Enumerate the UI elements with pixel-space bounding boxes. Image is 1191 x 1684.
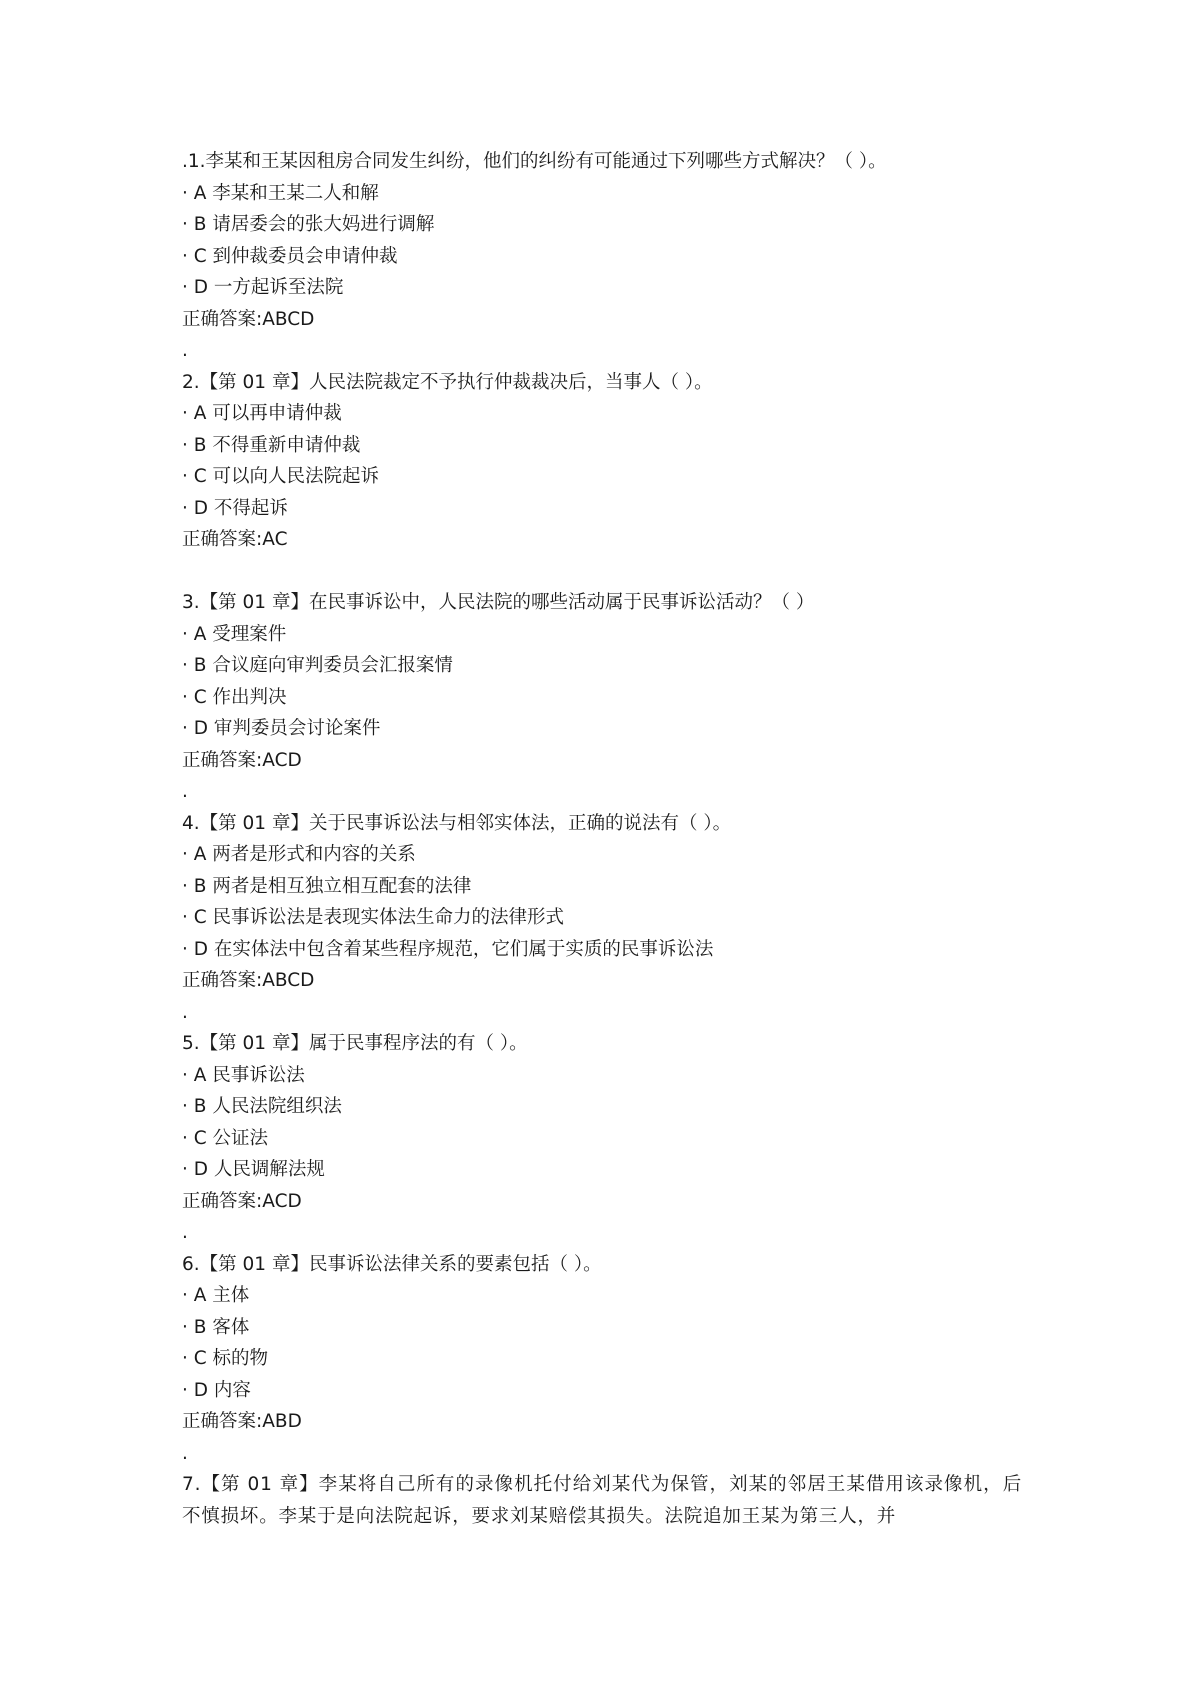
option-c: · C 标的物 [182, 1348, 269, 1369]
option-b: · B 合议庭向审判委员会汇报案情 [182, 655, 453, 676]
separator: . [182, 1442, 188, 1464]
question-2 [182, 367, 1022, 588]
correct-answer: 正确答案:ABD [182, 1411, 302, 1432]
option-a: · A 李某和王某二人和解 [182, 182, 379, 204]
option-a: · A 受理案件 [182, 623, 287, 645]
option-c: · C 公证法 [182, 1127, 269, 1149]
option-c: · C 作出判决 [182, 686, 287, 708]
question-1 [182, 146, 1022, 367]
correct-answer: 正确答案:ACD [182, 749, 302, 771]
separator: . [182, 1001, 188, 1023]
option-b: · B 客体 [182, 1316, 250, 1338]
correct-answer: 正确答案:ABCD [182, 970, 315, 991]
option-d: · D 不得起诉 [182, 497, 288, 519]
option-a: · A 民事诉讼法 [182, 1064, 305, 1086]
option-b: · B 人民法院组织法 [182, 1096, 342, 1117]
option-b: · B 不得重新申请仲裁 [182, 434, 361, 456]
correct-answer: 正确答案:AC [182, 529, 288, 550]
separator: . [182, 781, 188, 802]
option-d: · D 人民调解法规 [182, 1159, 325, 1180]
question-title: 4.【第 01 章】关于民事诉讼法与相邻实体法，正确的说法有（ ）。 [182, 812, 732, 834]
option-a: · A 两者是形式和内容的关系 [182, 844, 416, 865]
question-title: 6.【第 01 章】民事诉讼法律关系的要素包括（ ）。 [182, 1253, 602, 1275]
correct-answer: 正确答案:ACD [182, 1190, 302, 1212]
option-d: · D 一方起诉至法院 [182, 277, 344, 298]
separator: . [182, 340, 188, 361]
option-d: · D 在实体法中包含着某些程序规范，它们属于实质的民事诉讼法 [182, 938, 714, 960]
option-c: · C 到仲裁委员会申请仲裁 [182, 245, 398, 267]
document-page [182, 146, 1022, 1532]
option-d: · D 内容 [182, 1379, 251, 1401]
question-title: 5.【第 01 章】属于民事程序法的有（ ）。 [182, 1033, 528, 1054]
question-title: 3.【第 01 章】在民事诉讼中，人民法院的哪些活动属于民事诉讼活动？（ ） [182, 592, 815, 613]
question-6 [182, 1249, 1022, 1470]
question-7 [182, 1469, 1022, 1532]
question-title: 2.【第 01 章】人民法院裁定不予执行仲裁裁决后，当事人（ ）。 [182, 371, 713, 393]
question-5 [182, 1028, 1022, 1249]
question-4 [182, 808, 1022, 1029]
option-a: · A 主体 [182, 1285, 250, 1306]
question-title: 7.【第 01 章】李某将自己所有的录像机托付给刘某代为保管，刘某的邻居王某借用该录像机，后不慎损坏。李某于是向法院起诉，要求刘某赔偿其损失。法院追加王某为第三人，并 [182, 1474, 1022, 1527]
option-c: · C 可以向人民法院起诉 [182, 466, 380, 487]
correct-answer: 正确答案:ABCD [182, 308, 315, 330]
blank-line [182, 556, 1022, 588]
question-title: .1.李某和王某因租房合同发生纠纷，他们的纠纷有可能通过下列哪些方式解决？（ ）。 [182, 151, 887, 172]
option-d: · D 审判委员会讨论案件 [182, 718, 381, 739]
question-3 [182, 587, 1022, 808]
option-b: · B 请居委会的张大妈进行调解 [182, 214, 435, 235]
option-b: · B 两者是相互独立相互配套的法律 [182, 875, 472, 897]
separator: . [182, 1222, 188, 1243]
option-a: · A 可以再申请仲裁 [182, 403, 342, 424]
option-c: · C 民事诉讼法是表现实体法生命力的法律形式 [182, 907, 565, 928]
